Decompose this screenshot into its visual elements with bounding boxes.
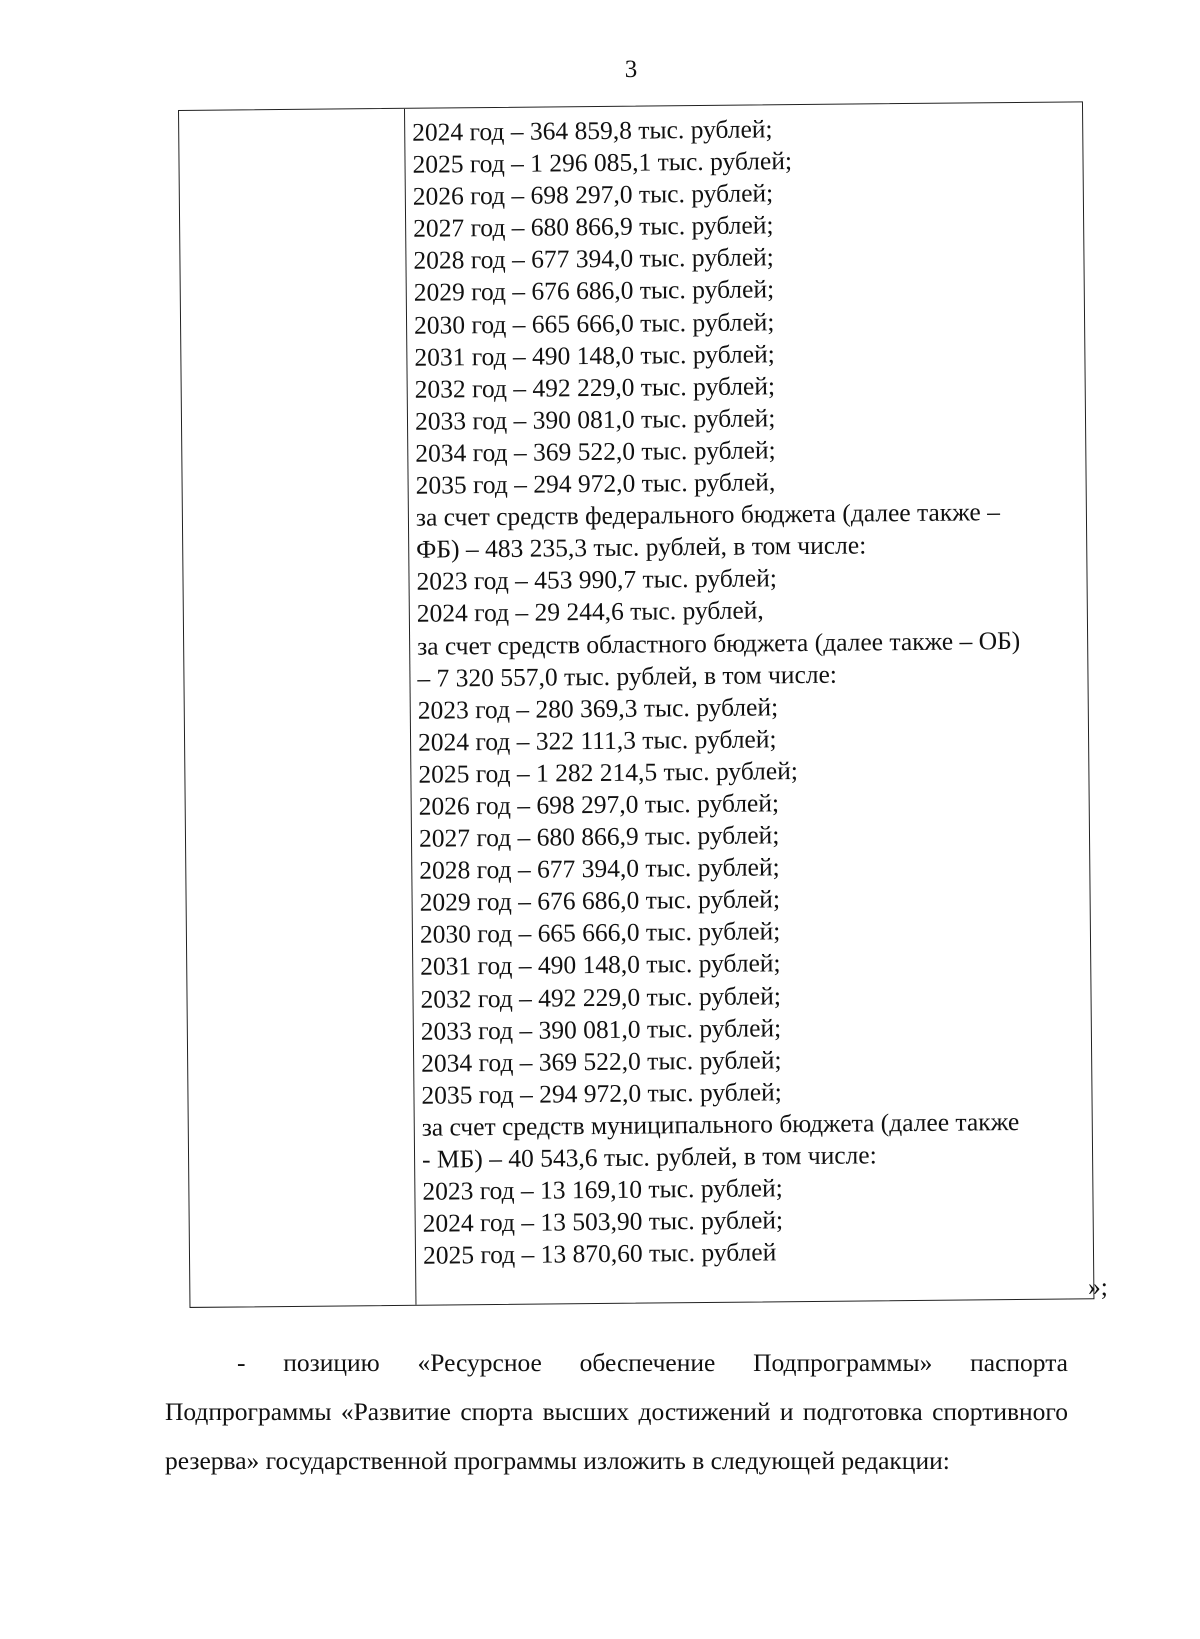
instruction-paragraph: - позицию «Ресурсное обеспечение Подпрограммы» паспорта Подпрограммы «Развитие спорта высших достижений и подготовка спортивного резерва» государственной программы изложить в следующей редакции: (165, 1348, 1068, 1475)
funding-line: 2025 год – 1 282 214,5 тыс. рублей; (418, 755, 798, 789)
funding-line: 2033 год – 390 081,0 тыс. рублей; (414, 403, 776, 436)
funding-line: 2031 год – 490 148,0 тыс. рублей; (414, 338, 775, 372)
funding-line: 2032 год – 492 229,0 тыс. рублей; (420, 980, 782, 1014)
funding-line: 2025 год – 13 870,60 тыс. рублей (422, 1237, 777, 1270)
funding-line: 2030 год – 665 666,0 тыс. рублей; (419, 916, 781, 950)
funding-table (178, 101, 1094, 1308)
funding-line: 2023 год – 13 169,10 тыс. рублей; (422, 1173, 783, 1206)
funding-line: 2034 год – 369 522,0 тыс. рублей; (415, 435, 776, 468)
funding-line: 2028 год – 677 394,0 тыс. рублей; (419, 852, 780, 885)
closing-quote-mark: »; (1088, 1272, 1108, 1301)
funding-line: 2032 год – 492 229,0 тыс. рублей; (414, 371, 776, 404)
funding-line: 2027 год – 680 866,9 тыс. рублей; (418, 820, 780, 853)
funding-line: 2026 год – 698 297,0 тыс. рублей; (412, 178, 774, 211)
funding-line: ФБ) – 483 235,3 тыс. рублей, в том числе: (416, 530, 867, 564)
funding-line: 2023 год – 280 369,3 тыс. рублей; (417, 691, 779, 725)
funding-line: - МБ) – 40 543,6 тыс. рублей, в том числе: (421, 1140, 877, 1174)
funding-line: 2023 год – 453 990,7 тыс. рублей; (416, 563, 778, 597)
funding-line: за счет средств муниципального бюджета (далее также (421, 1106, 1020, 1142)
funding-line: за счет средств областного бюджета (далее также – ОБ) (417, 625, 1021, 661)
funding-line: 2027 год – 680 866,9 тыс. рублей; (413, 210, 774, 244)
funding-line: 2028 год – 677 394,0 тыс. рублей; (413, 242, 774, 276)
funding-line: 2024 год – 13 503,90 тыс. рублей; (422, 1205, 784, 1238)
funding-line: 2033 год – 390 081,0 тыс. рублей; (420, 1012, 782, 1046)
funding-line: 2025 год – 1 296 085,1 тыс. рублей; (412, 146, 793, 179)
funding-line: 2029 год – 676 686,0 тыс. рублей; (413, 274, 775, 308)
funding-line: 2024 год – 322 111,3 тыс. рублей; (417, 724, 777, 757)
funding-line: 2034 год – 369 522,0 тыс. рублей; (421, 1044, 782, 1078)
funding-line: 2029 год – 676 686,0 тыс. рублей; (419, 884, 781, 917)
funding-line: 2035 год – 294 972,0 тыс. рублей; (421, 1077, 782, 1110)
funding-line: 2026 год – 698 297,0 тыс. рублей; (418, 788, 780, 821)
funding-line: – 7 320 557,0 тыс. рублей, в том числе: (417, 659, 838, 693)
page-number: 3 (624, 56, 638, 83)
funding-line: 2024 год – 364 859,8 тыс. рублей; (412, 114, 773, 147)
funding-line: 2024 год – 29 244,6 тыс. рублей, (416, 595, 764, 629)
funding-line: 2031 год – 490 148,0 тыс. рублей; (420, 948, 781, 982)
funding-line: 2030 год – 665 666,0 тыс. рублей; (413, 306, 775, 340)
funding-lines-list (412, 110, 1088, 1272)
funding-line: за счет средств федерального бюджета (далее также – (415, 497, 1001, 532)
funding-line: 2035 год – 294 972,0 тыс. рублей, (415, 467, 776, 500)
